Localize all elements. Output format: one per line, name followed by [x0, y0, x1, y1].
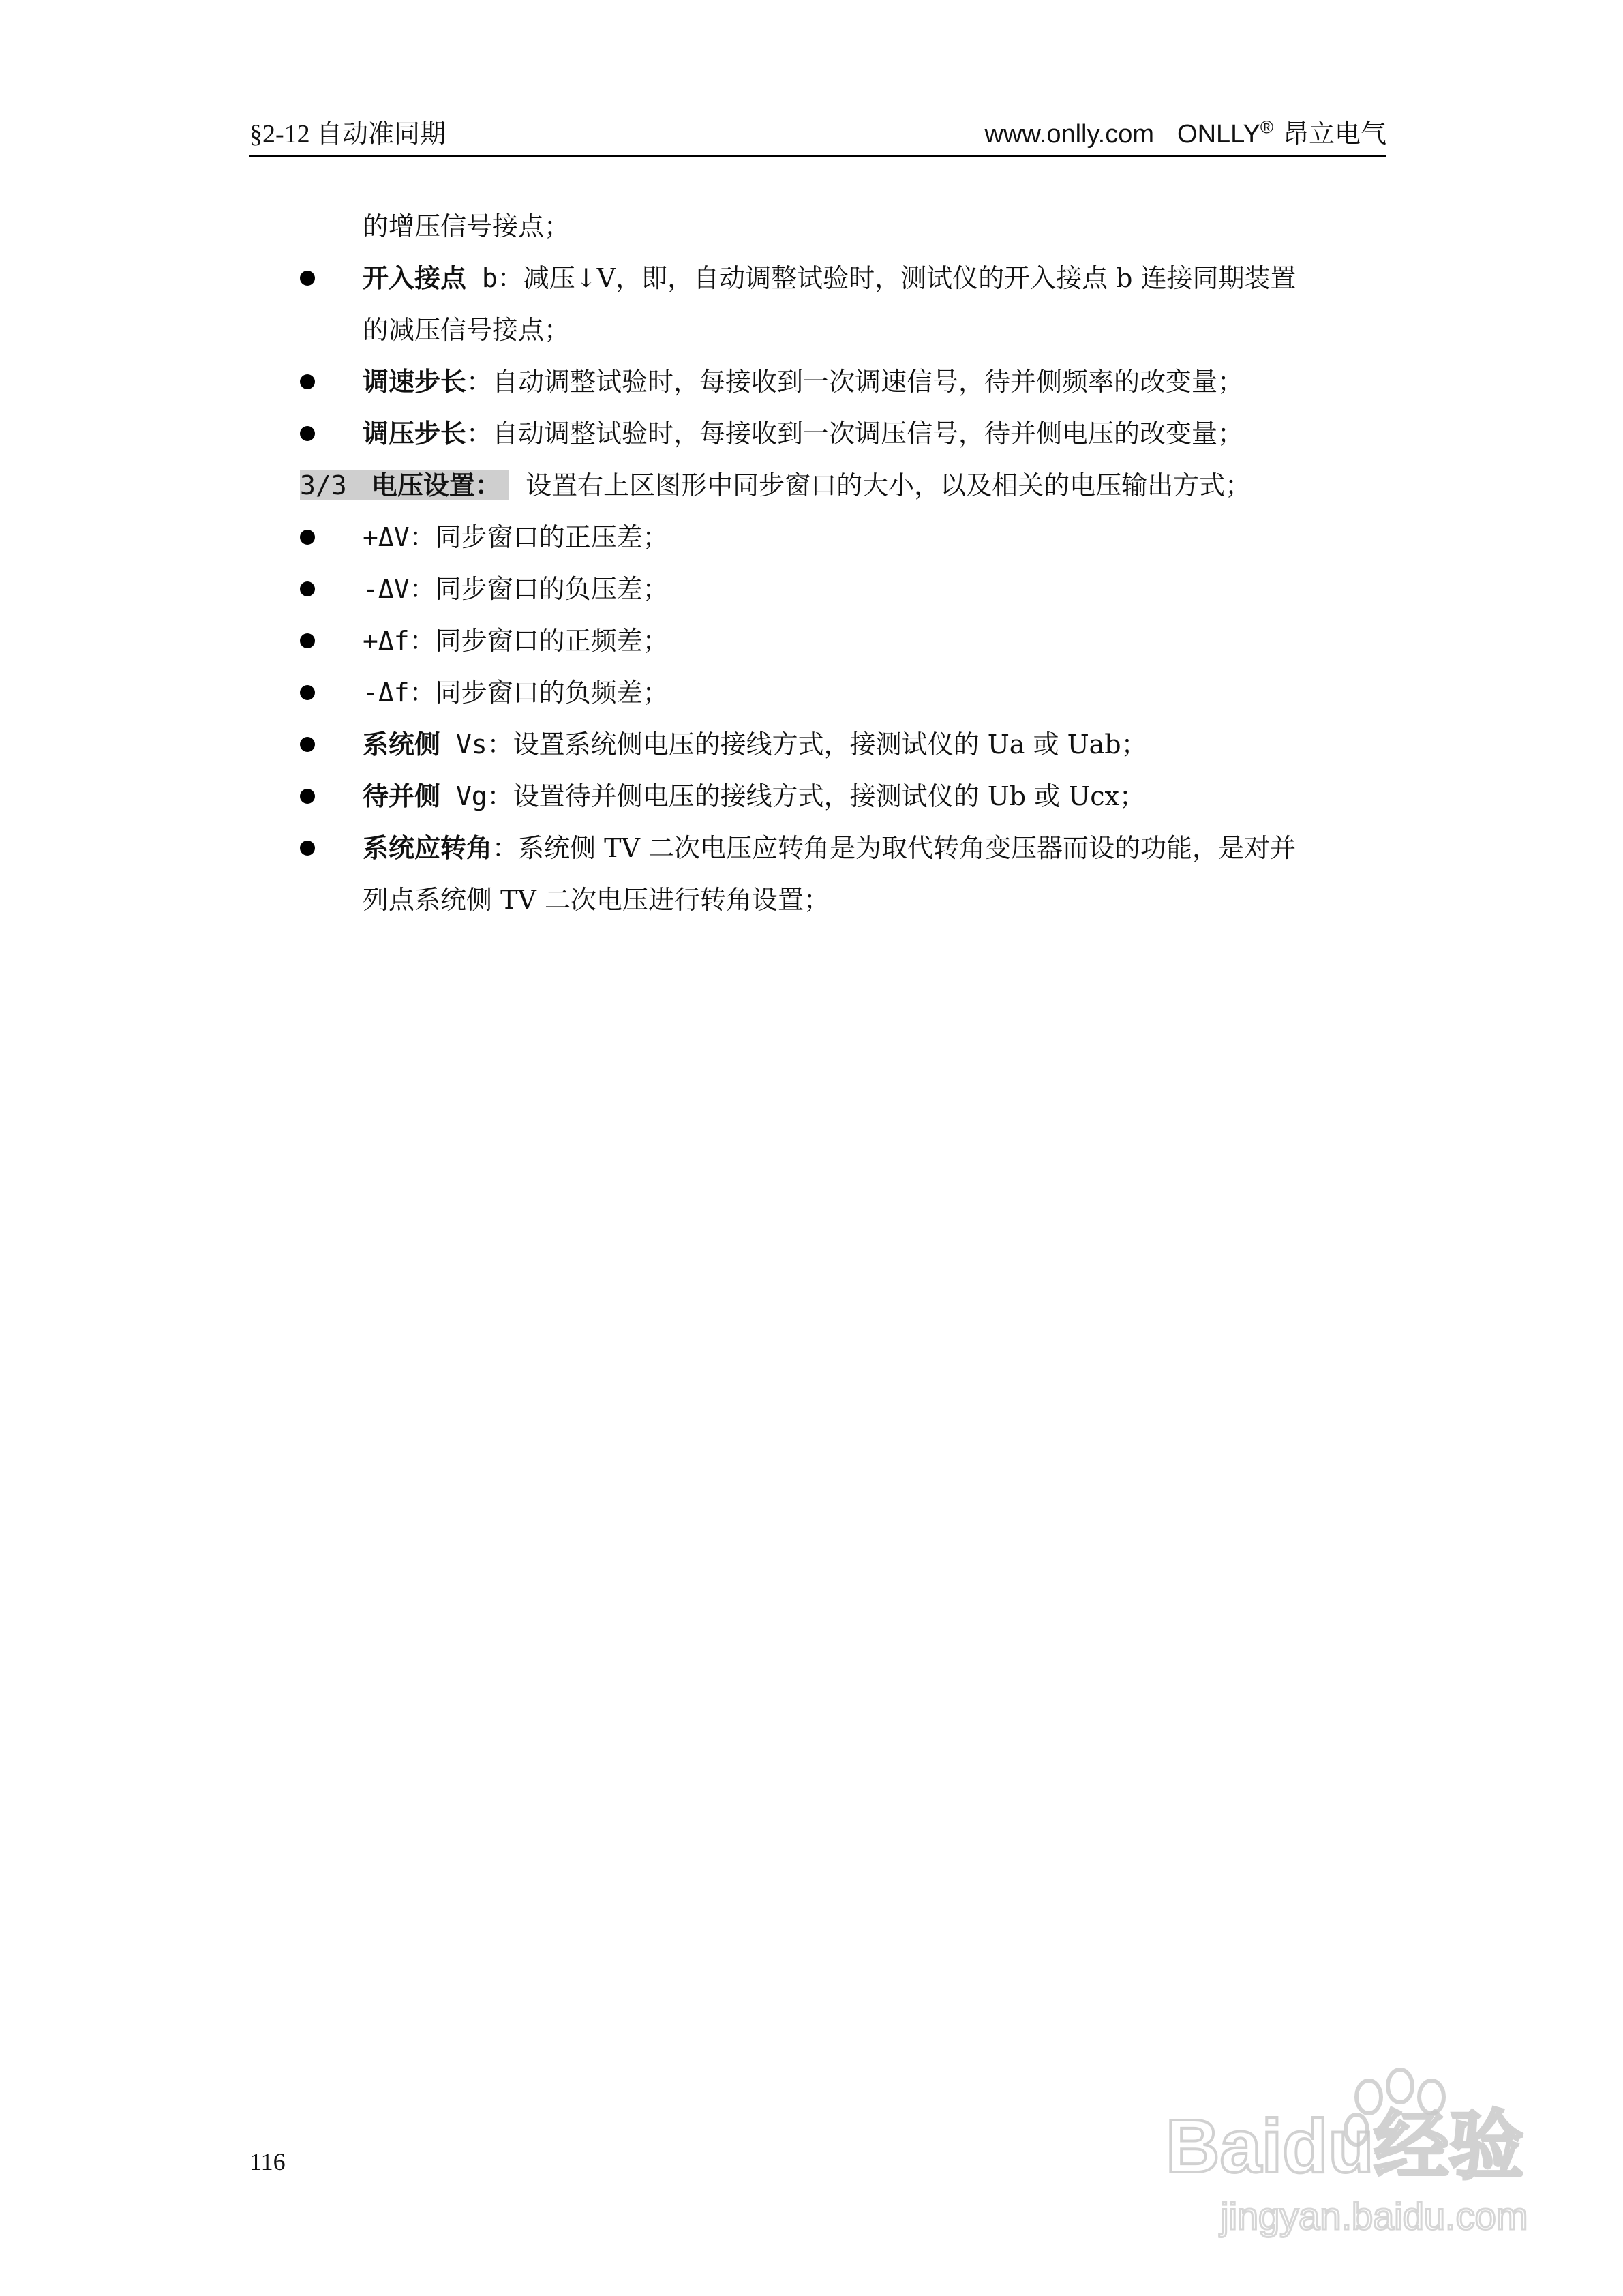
page-number: 116	[249, 2148, 286, 2175]
list-item-voltage-step: 调压步长：自动调整试验时，每接收到一次调压信号，待并侧电压的改变量；	[363, 418, 1244, 449]
list-item-input-b-cont: 的减压信号接点；	[363, 315, 571, 345]
bullet-icon	[300, 530, 315, 545]
bullet-icon	[300, 426, 315, 441]
list-item-plus-dv: +ΔV：同步窗口的正压差；	[363, 522, 669, 552]
list-item-system-angle: 系统应转角：系统侧 TV 二次电压应转角是为取代转角变压器而设的功能，是对并	[363, 832, 1296, 863]
list-item-speed-step: 调速步长：自动调整试验时，每接收到一次调速信号，待并侧频率的改变量；	[363, 366, 1244, 397]
bullet-icon	[300, 789, 315, 804]
watermark-url: jingyan.baidu.com	[1220, 2194, 1528, 2237]
list-item-pending-side-vg: 待并侧 Vg：设置待并侧电压的接线方式，接测试仪的 Ub 或 Ucx；	[363, 781, 1145, 811]
bullet-icon	[300, 737, 315, 752]
list-item-minus-dv: -ΔV：同步窗口的负压差；	[363, 574, 669, 604]
bullet-icon	[300, 633, 315, 648]
list-item-plus-df: +Δf：同步窗口的正频差；	[363, 626, 669, 656]
list-item-input-b: 开入接点 b：减压↓V，即，自动调整试验时，测试仪的开入接点 b 连接同期装置	[363, 262, 1296, 293]
bullet-icon	[300, 581, 315, 596]
list-item-minus-df: -Δf：同步窗口的负频差；	[363, 678, 669, 708]
list-item-system-side-vs: 系统侧 Vs：设置系统侧电压的接线方式，接测试仪的 Ua 或 Uab；	[363, 729, 1147, 759]
bullet-icon	[300, 841, 315, 856]
baidu-jingyan-watermark	[1152, 2059, 1534, 2250]
list-item-system-angle-cont: 列点系统侧 TV 二次电压进行转角设置；	[363, 885, 830, 915]
bullet-icon	[300, 685, 315, 700]
header-brand-block	[985, 112, 1386, 150]
bullet-icon	[300, 374, 315, 389]
header-brand: ONLLY	[1177, 120, 1260, 149]
continued-line: 的增压信号接点；	[363, 211, 571, 241]
watermark-logo-text: Baidu经验	[1166, 2104, 1524, 2188]
bullet-icon	[300, 271, 315, 286]
section-highlight: 3/3 电压设置：	[300, 470, 509, 500]
header-company: 昂立电气	[1282, 119, 1386, 149]
registered-mark: ®	[1260, 117, 1273, 138]
section-3-3-heading: 3/3 电压设置： 设置右上区图形中同步窗口的大小，以及相关的电压输出方式；	[300, 470, 1252, 500]
header-website: www.onlly.com	[984, 120, 1155, 149]
header-section-title: §2-12 自动准同期	[249, 120, 446, 149]
page-header	[249, 116, 1386, 157]
